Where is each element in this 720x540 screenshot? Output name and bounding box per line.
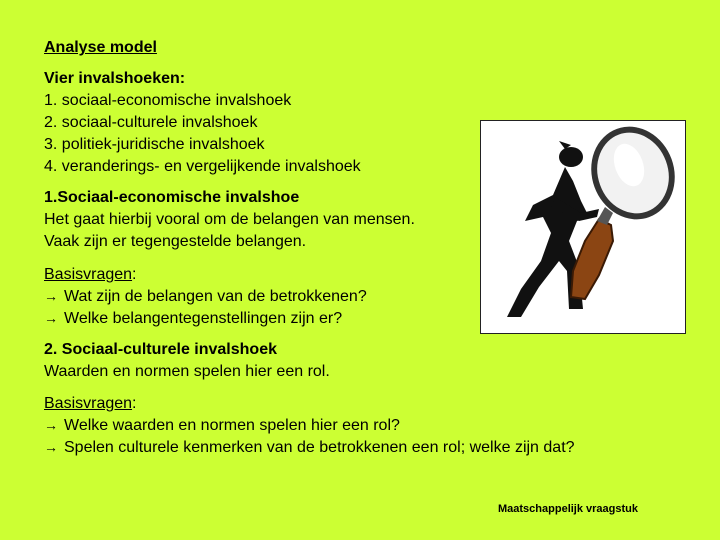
question-text: Spelen culturele kenmerken van de betrokkenen een rol; welke zijn dat? — [64, 439, 575, 456]
arrow-right-icon: → — [44, 417, 58, 433]
arrow-right-icon: → — [44, 288, 58, 304]
intro-item: 2. sociaal-culturele invalshoek — [44, 114, 258, 131]
question-text: Welke waarden en normen spelen hier een rol? — [64, 417, 400, 434]
question-text: Welke belangentegenstellingen zijn er? — [64, 310, 343, 327]
intro-item: 4. veranderings- en vergelijkende invalshoek — [44, 158, 361, 175]
section2-question — [44, 438, 575, 457]
section1-line: Vaak zijn er tegengestelde belangen. — [44, 233, 307, 250]
slide-title: Analyse model — [44, 39, 157, 56]
section2-heading: 2. Sociaal-culturele invalshoek — [44, 341, 277, 358]
basisvragen-colon: : — [132, 266, 137, 283]
basisvragen-label: Basisvragen — [44, 395, 133, 412]
intro-item: 3. politiek-juridische invalshoek — [44, 136, 265, 153]
section1-question — [44, 309, 342, 328]
arrow-right-icon: → — [44, 439, 58, 455]
section2-basisvragen — [44, 394, 137, 413]
magnifying-glass-figure-icon — [480, 120, 686, 334]
arrow-right-icon: → — [44, 310, 58, 326]
intro-heading: Vier invalshoeken: — [44, 70, 186, 87]
section1-line: Het gaat hierbij vooral om de belangen van mensen. — [44, 211, 415, 228]
question-text: Wat zijn de belangen van de betrokkenen? — [64, 288, 367, 305]
section1-question — [44, 287, 367, 306]
intro-item: 1. sociaal-economische invalshoek — [44, 92, 292, 109]
basisvragen-colon: : — [132, 395, 137, 412]
section1-basisvragen — [44, 265, 137, 284]
section2-question — [44, 416, 400, 435]
footer-label: Maatschappelijk vraagstuk — [498, 503, 639, 515]
basisvragen-label: Basisvragen — [44, 266, 133, 283]
section2-line: Waarden en normen spelen hier een rol. — [44, 363, 330, 380]
section1-heading: 1.Sociaal-economische invalshoe — [44, 189, 300, 206]
